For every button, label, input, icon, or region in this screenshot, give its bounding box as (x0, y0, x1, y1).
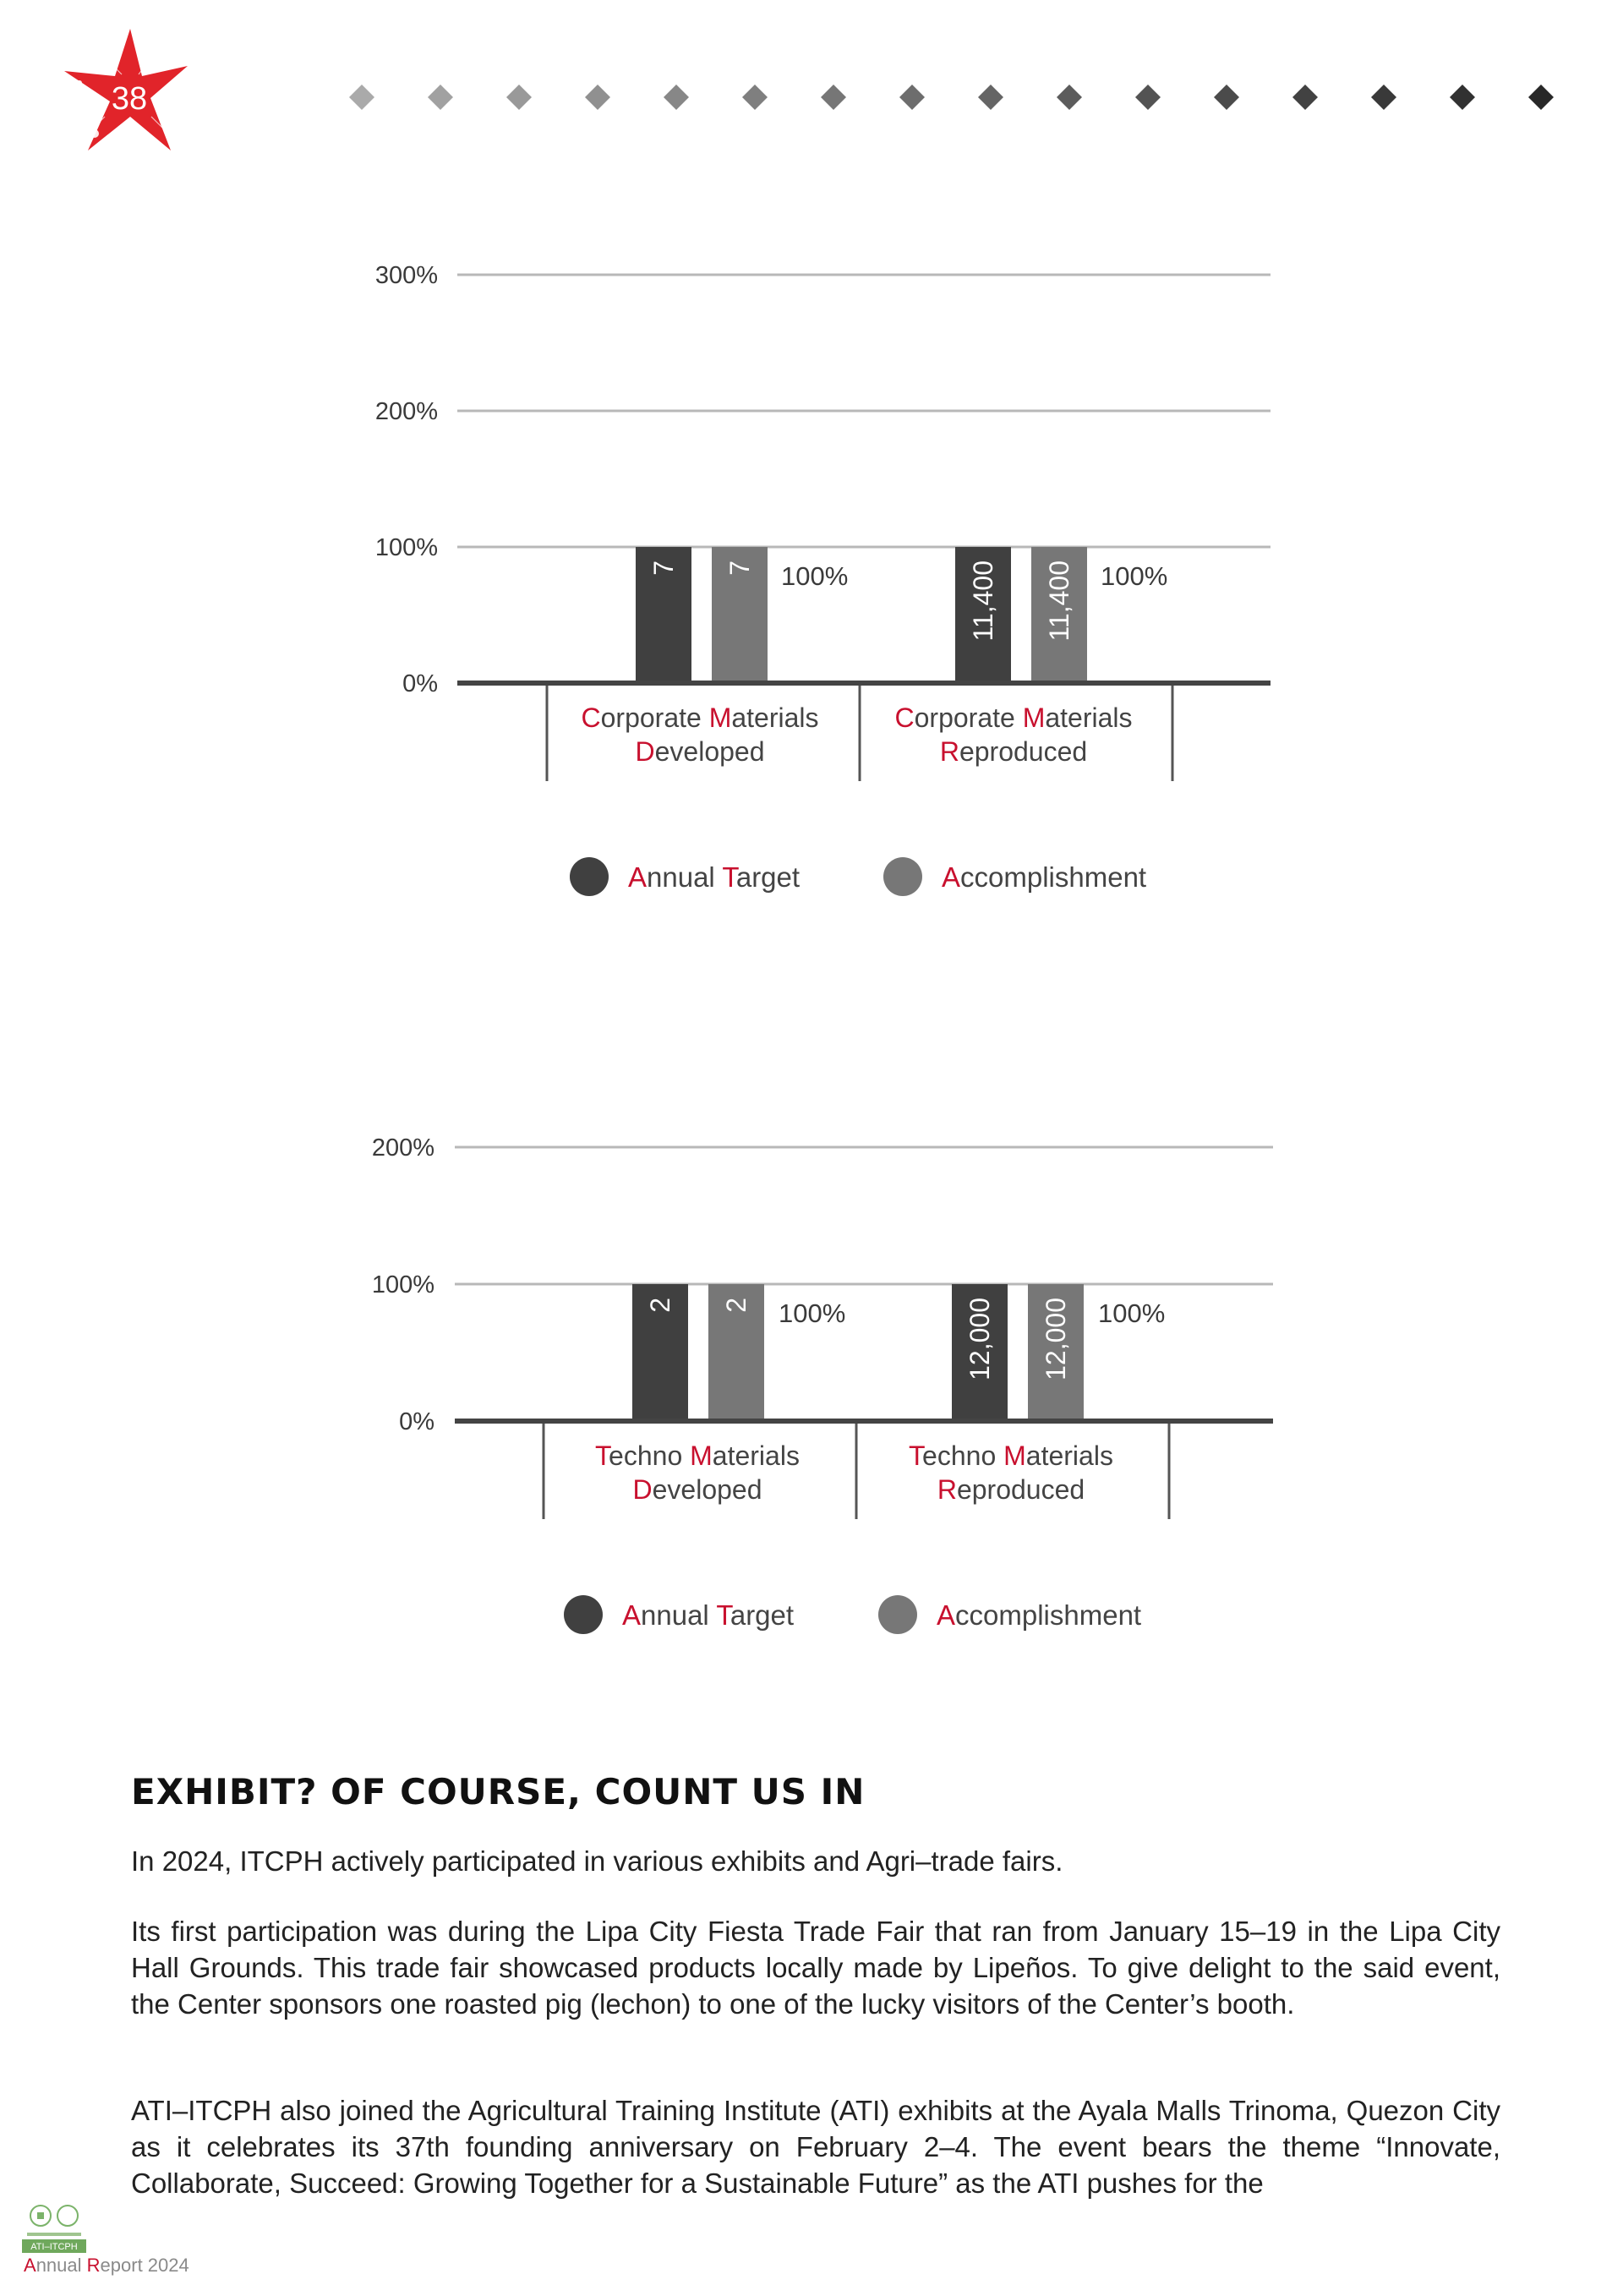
legend-swatch (564, 1595, 603, 1634)
category-label: Developed (635, 736, 765, 767)
paragraph-intro: In 2024, ITCPH actively participated in various exhibits and Agri–trade fairs. (131, 1845, 1063, 1877)
paragraph-lipa-fair: Its first participation was during the Lipa City Fiesta Trade Fair that ran from January 15–19 in the Lipa City Hall Grounds. This trade fair showcased products locally made by Lipeños. To give delight to the said event, the Center sponsors one roasted pig (lechon) to one of the lucky visitors of the Center’s booth. (131, 1916, 1500, 2020)
page-number: 38 (111, 81, 148, 117)
footer-word-annual: nnual (36, 2255, 87, 2276)
category-label: Reproduced (939, 736, 1088, 767)
percent-label: 100% (779, 1298, 846, 1328)
legend-swatch (878, 1595, 917, 1634)
category-label: Corporate Materials (894, 702, 1133, 733)
y-tick-label: 300% (374, 262, 438, 289)
logo-caption: ATI–ITCPH (30, 2242, 78, 2252)
bar-value-label: 7 (648, 560, 679, 576)
y-tick-label: 200% (374, 398, 438, 425)
footer-letter-r: R (86, 2255, 101, 2276)
section-heading: EXHIBIT? OF COURSE, COUNT US IN (131, 1771, 866, 1812)
legend-label: Annual Target (622, 1599, 795, 1631)
y-tick-label: 100% (371, 1271, 434, 1298)
bar-value-label: 11,400 (1044, 560, 1074, 642)
bar-value-label: 12,000 (965, 1298, 995, 1380)
legend-label: Annual Target (628, 861, 801, 893)
category-label: Corporate Materials (581, 702, 819, 733)
bar-value-label: 7 (724, 560, 755, 576)
bar-value-label: 12,000 (1041, 1298, 1071, 1380)
footer-letter-a: A (24, 2255, 36, 2276)
y-tick-label: 0% (402, 670, 438, 697)
legend-label: Accomplishment (937, 1599, 1142, 1631)
category-label: Developed (632, 1474, 762, 1505)
category-label: Techno Materials (909, 1440, 1113, 1471)
percent-label: 100% (1101, 561, 1168, 591)
percent-label: 100% (1098, 1298, 1166, 1328)
bar-value-label: 2 (645, 1298, 675, 1313)
legend-label: Accomplishment (942, 861, 1147, 893)
percent-label: 100% (781, 561, 849, 591)
footer-word-report: eport 2024 (100, 2255, 189, 2276)
category-label: Techno Materials (595, 1440, 800, 1471)
footer-report-label (24, 2255, 189, 2277)
category-label: Reproduced (937, 1474, 1085, 1505)
y-tick-label: 200% (371, 1134, 434, 1162)
bar-value-label: 11,400 (968, 560, 998, 642)
y-tick-label: 100% (374, 534, 438, 561)
y-tick-label: 0% (399, 1408, 434, 1435)
paragraph-ati-exhibit: ATI–ITCPH also joined the Agricultural Training Institute (ATI) exhibits at the Ayala Malls Trinoma, Quezon City as it celebrates its 37th founding anniversary on February 2–4. The event bears the theme “Innovate, Collaborate, Succeed: Growing Together for a Sustainable Future” as the ATI pushes for the (131, 2095, 1500, 2199)
bar-value-label: 2 (721, 1298, 751, 1313)
